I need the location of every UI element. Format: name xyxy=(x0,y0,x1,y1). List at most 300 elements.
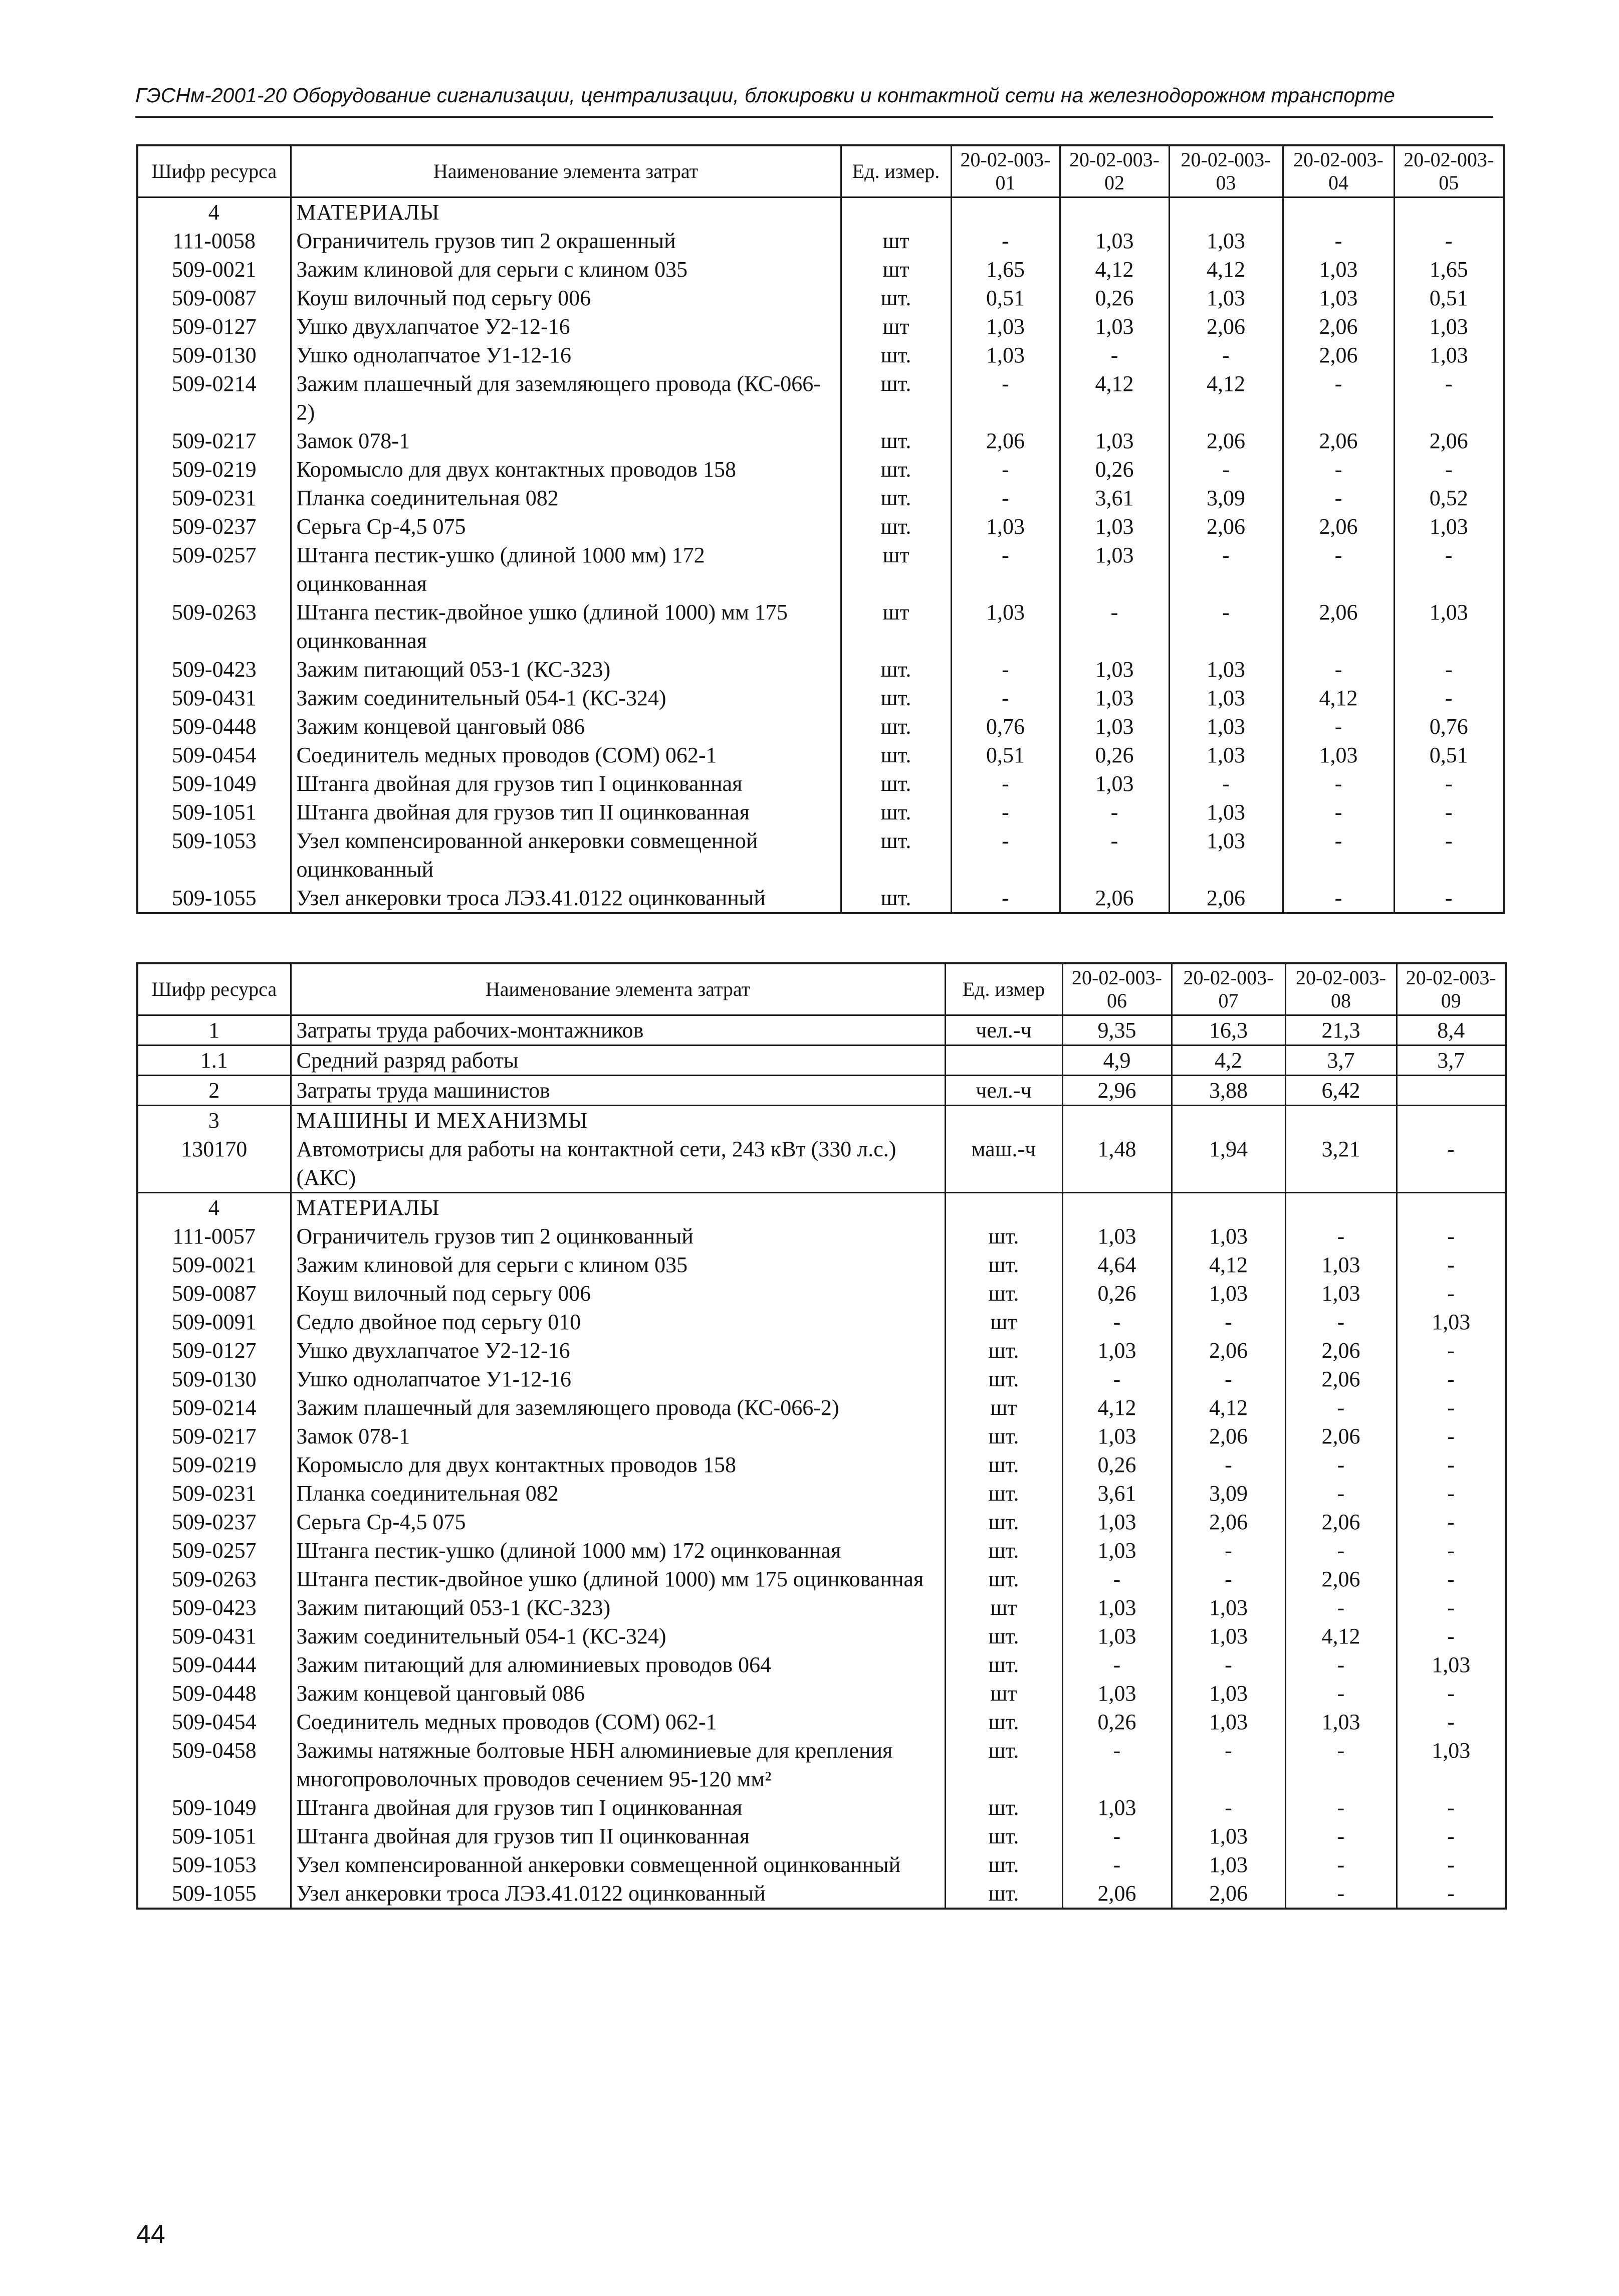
unit: шт. xyxy=(945,1565,1062,1593)
norm-value: - xyxy=(1283,655,1394,684)
resource-code: 509-0257 xyxy=(137,1536,291,1565)
table-row xyxy=(137,1593,1506,1622)
norm-value: 1,03 xyxy=(1285,1279,1397,1308)
norm-value: - xyxy=(1397,1622,1506,1650)
cost-element-name: Узел компенсированной анкеровки совмещенной оцинкованный xyxy=(291,826,841,884)
table-row xyxy=(137,1479,1506,1508)
norm-value: - xyxy=(1169,455,1283,484)
cost-element-name: Замок 078-1 xyxy=(291,1422,945,1450)
norm-value: 2,96 xyxy=(1062,1076,1172,1106)
norm-value: 0,76 xyxy=(951,712,1060,741)
cost-element-name: Штанга двойная для грузов тип II оцинкованная xyxy=(291,798,841,826)
table-row xyxy=(137,541,1504,598)
norm-value: 0,51 xyxy=(1394,741,1504,769)
cost-element-name: Зажим плашечный для заземляющего провода (КС-066-2) xyxy=(291,369,841,427)
unit: шт xyxy=(945,1393,1062,1422)
norm-value: 2,06 xyxy=(1285,1422,1397,1450)
norm-value: - xyxy=(951,684,1060,712)
norm-value: 2,06 xyxy=(1394,427,1504,455)
resource-code: 509-1049 xyxy=(137,769,291,798)
norm-value: - xyxy=(1397,1536,1506,1565)
cost-element-name: Штанга пестик-ушко (длиной 1000 мм) 172 оцинкованная xyxy=(291,1536,945,1565)
norm-value: - xyxy=(1062,1308,1172,1336)
col-header-name: Наименование элемента затрат xyxy=(291,963,945,1015)
norm-value: - xyxy=(1394,369,1504,427)
norm-value: - xyxy=(1060,798,1169,826)
norm-value: 2,06 xyxy=(1283,312,1394,341)
resource-code: 509-0217 xyxy=(137,427,291,455)
norm-value: 0,26 xyxy=(1060,741,1169,769)
norm-value: 1,03 xyxy=(1062,1336,1172,1365)
norm-value: 1,03 xyxy=(1060,684,1169,712)
cost-element-name: Штанга двойная для грузов тип I оцинкованная xyxy=(291,769,841,798)
norm-value: - xyxy=(1172,1565,1285,1593)
resource-code: 509-0431 xyxy=(137,1622,291,1650)
norm-value: - xyxy=(1062,1565,1172,1593)
resource-code: 509-0237 xyxy=(137,512,291,541)
norm-value: - xyxy=(1283,884,1394,913)
norm-value: 1,03 xyxy=(951,512,1060,541)
norm-value: 1,03 xyxy=(1172,1222,1285,1250)
resource-code: 509-0231 xyxy=(137,484,291,512)
col-header-code: Шифр ресурса xyxy=(137,145,291,197)
cost-element-name: Планка соединительная 082 xyxy=(291,484,841,512)
norm-value: 1,03 xyxy=(1172,1279,1285,1308)
cost-element-name: Затраты труда машинистов xyxy=(291,1076,945,1106)
resource-code: 130170 xyxy=(137,1135,291,1193)
table-row xyxy=(137,1222,1506,1250)
resource-code: 509-0454 xyxy=(137,1708,291,1736)
cost-element-name: Ушко двухлапчатое У2-12-16 xyxy=(291,312,841,341)
norm-value: 3,09 xyxy=(1169,484,1283,512)
resource-code: 509-0454 xyxy=(137,741,291,769)
norm-value: - xyxy=(1285,1822,1397,1850)
norm-value: - xyxy=(1172,1650,1285,1679)
table-row xyxy=(137,741,1504,769)
col-header-norm: 20-02-003-08 xyxy=(1285,963,1397,1015)
norm-value: 1,03 xyxy=(1169,712,1283,741)
norm-value: - xyxy=(1172,1365,1285,1393)
unit: шт. xyxy=(945,1250,1062,1279)
norm-value: - xyxy=(1394,826,1504,884)
table-row xyxy=(137,369,1504,427)
unit: шт. xyxy=(945,1336,1062,1365)
norm-value: 1,03 xyxy=(1172,1850,1285,1879)
table-row xyxy=(137,1508,1506,1536)
cost-element-name: Зажим соединительный 054-1 (КС-324) xyxy=(291,684,841,712)
norm-value: 4,9 xyxy=(1062,1046,1172,1076)
table-row xyxy=(137,1793,1506,1822)
norm-value: 2,06 xyxy=(1169,427,1283,455)
norm-value: 1,03 xyxy=(1394,598,1504,655)
unit: шт. xyxy=(841,826,951,884)
empty-cell xyxy=(1172,1106,1285,1135)
norm-value: - xyxy=(1172,1793,1285,1822)
norm-value: - xyxy=(1397,1850,1506,1879)
unit: шт xyxy=(945,1308,1062,1336)
empty-cell xyxy=(1062,1193,1172,1222)
unit: шт. xyxy=(841,427,951,455)
cost-element-name: Штанга двойная для грузов тип I оцинкованная xyxy=(291,1793,945,1822)
empty-cell xyxy=(841,197,951,227)
resource-code: 111-0058 xyxy=(137,227,291,255)
norm-value: - xyxy=(1283,798,1394,826)
norm-value: 1,03 xyxy=(1283,741,1394,769)
table-row xyxy=(137,1450,1506,1479)
cost-element-name: Зажим концевой цанговый 086 xyxy=(291,712,841,741)
cost-element-name: Зажим клиновой для серьги с клином 035 xyxy=(291,255,841,284)
norm-value: 1,03 xyxy=(1285,1708,1397,1736)
unit: шт. xyxy=(841,284,951,312)
cost-element-name: Соединитель медных проводов (СОМ) 062-1 xyxy=(291,1708,945,1736)
norm-value: - xyxy=(951,227,1060,255)
table-row xyxy=(137,227,1504,255)
cost-element-name: Седло двойное под серьгу 010 xyxy=(291,1308,945,1336)
norm-value: 1,03 xyxy=(1062,1536,1172,1565)
norm-value: 1,03 xyxy=(1394,312,1504,341)
table-row xyxy=(137,1879,1506,1909)
unit: шт. xyxy=(841,484,951,512)
table-row xyxy=(137,512,1504,541)
norm-value: 0,26 xyxy=(1060,455,1169,484)
resource-code: 509-0263 xyxy=(137,598,291,655)
col-header-norm: 20-02-003-07 xyxy=(1172,963,1285,1015)
norm-value: - xyxy=(1060,826,1169,884)
norm-value: - xyxy=(1283,769,1394,798)
cost-element-name: Коуш вилочный под серьгу 006 xyxy=(291,1279,945,1308)
norm-value: - xyxy=(951,541,1060,598)
unit: шт. xyxy=(841,341,951,369)
table-2-header-row xyxy=(137,963,1506,1015)
resource-code: 509-1049 xyxy=(137,1793,291,1822)
norm-value: - xyxy=(1397,1250,1506,1279)
empty-cell xyxy=(1169,197,1283,227)
cost-element-name: Ушко двухлапчатое У2-12-16 xyxy=(291,1336,945,1365)
norm-value: - xyxy=(951,655,1060,684)
table-row xyxy=(137,1135,1506,1193)
resource-code: 111-0057 xyxy=(137,1222,291,1250)
norm-value: 2,06 xyxy=(1060,884,1169,913)
resource-code: 509-0219 xyxy=(137,455,291,484)
norm-value: 0,26 xyxy=(1062,1708,1172,1736)
norm-value: - xyxy=(1169,598,1283,655)
norm-value: 3,61 xyxy=(1060,484,1169,512)
norm-value: - xyxy=(1394,769,1504,798)
norm-value: - xyxy=(1285,1736,1397,1793)
norm-value: - xyxy=(1397,1879,1506,1909)
norm-value: - xyxy=(1285,1593,1397,1622)
col-header-norm: 20-02-003-06 xyxy=(1062,963,1172,1015)
cost-element-name: Зажим клиновой для серьги с клином 035 xyxy=(291,1250,945,1279)
norm-value: - xyxy=(1172,1450,1285,1479)
norm-value: - xyxy=(1169,341,1283,369)
norm-value: - xyxy=(1285,1879,1397,1909)
cost-element-name: Штанга двойная для грузов тип II оцинкованная xyxy=(291,1822,945,1850)
norm-value: 1,03 xyxy=(1172,1622,1285,1650)
norm-value: 1,03 xyxy=(1172,1679,1285,1708)
norm-value: - xyxy=(1394,227,1504,255)
norm-value: 0,51 xyxy=(951,741,1060,769)
resource-code: 509-0448 xyxy=(137,712,291,741)
norm-value: 4,12 xyxy=(1169,369,1283,427)
norm-value: 1,03 xyxy=(1062,1508,1172,1536)
norm-value: 1,03 xyxy=(1169,227,1283,255)
norm-value: 1,03 xyxy=(1062,1793,1172,1822)
norm-value: - xyxy=(1285,1536,1397,1565)
unit: шт. xyxy=(841,684,951,712)
cost-element-name: Планка соединительная 082 xyxy=(291,1479,945,1508)
table-row xyxy=(137,484,1504,512)
cost-element-name: Зажим соединительный 054-1 (КС-324) xyxy=(291,1622,945,1650)
norm-value: 2,06 xyxy=(1285,1365,1397,1393)
resource-code: 509-0263 xyxy=(137,1565,291,1593)
norm-value: 0,26 xyxy=(1062,1279,1172,1308)
resource-code: 509-0219 xyxy=(137,1450,291,1479)
unit: чел.-ч xyxy=(945,1015,1062,1046)
norm-value: 3,21 xyxy=(1285,1135,1397,1193)
norm-value: 0,26 xyxy=(1060,284,1169,312)
table-row xyxy=(137,1422,1506,1450)
norm-value: 0,76 xyxy=(1394,712,1504,741)
col-header-norm: 20-02-003-03 xyxy=(1169,145,1283,197)
cost-element-name: Автомотрисы для работы на контактной сети, 243 кВт (330 л.с.) (АКС) xyxy=(291,1135,945,1193)
resource-code: 509-0214 xyxy=(137,1393,291,1422)
norm-value: 3,7 xyxy=(1285,1046,1397,1076)
norm-value: 2,06 xyxy=(1169,884,1283,913)
norm-value: - xyxy=(1397,1793,1506,1822)
norm-value: 0,51 xyxy=(951,284,1060,312)
norm-value: 1,65 xyxy=(1394,255,1504,284)
cost-element-name: Штанга пестик-ушко (длиной 1000 мм) 172 оцинкованная xyxy=(291,541,841,598)
section-row xyxy=(137,1193,1506,1222)
norm-value: - xyxy=(1397,1135,1506,1193)
norm-value: 1,94 xyxy=(1172,1135,1285,1193)
empty-cell xyxy=(1060,197,1169,227)
resource-code: 509-0091 xyxy=(137,1308,291,1336)
cost-element-name: Серьга Ср-4,5 075 xyxy=(291,512,841,541)
resource-code: 509-0217 xyxy=(137,1422,291,1450)
col-header-unit: Ед. измер xyxy=(945,963,1062,1015)
norm-value: 2,06 xyxy=(1283,427,1394,455)
unit: шт. xyxy=(945,1736,1062,1793)
norm-value: 2,06 xyxy=(1283,598,1394,655)
norm-value: - xyxy=(951,369,1060,427)
norm-value: 1,03 xyxy=(1397,1308,1506,1336)
norm-value: 4,64 xyxy=(1062,1250,1172,1279)
norm-value: - xyxy=(951,455,1060,484)
table-row xyxy=(137,1622,1506,1650)
unit: шт. xyxy=(841,769,951,798)
table-row xyxy=(137,712,1504,741)
norm-value: 2,06 xyxy=(1283,512,1394,541)
unit: чел.-ч xyxy=(945,1076,1062,1106)
norm-value: 4,12 xyxy=(1172,1393,1285,1422)
cost-element-name: Ограничитель грузов тип 2 оцинкованный xyxy=(291,1222,945,1250)
norm-value: 1,03 xyxy=(1169,655,1283,684)
norm-value: 1,03 xyxy=(1172,1822,1285,1850)
norm-value: 1,03 xyxy=(1060,427,1169,455)
unit: шт. xyxy=(841,655,951,684)
empty-cell xyxy=(1172,1193,1285,1222)
norm-value: - xyxy=(1172,1536,1285,1565)
norm-value: 1,03 xyxy=(1062,1222,1172,1250)
empty-cell xyxy=(951,197,1060,227)
table-row xyxy=(137,427,1504,455)
norm-value: 2,06 xyxy=(1285,1336,1397,1365)
norm-value: 4,12 xyxy=(1285,1622,1397,1650)
resource-code: 509-0021 xyxy=(137,1250,291,1279)
norm-value: 3,88 xyxy=(1172,1076,1285,1106)
norm-value: 1,03 xyxy=(1062,1679,1172,1708)
table-row xyxy=(137,884,1504,913)
norm-value: - xyxy=(1397,1822,1506,1850)
norm-value: 1,03 xyxy=(1169,284,1283,312)
table-row xyxy=(137,1308,1506,1336)
unit: шт. xyxy=(841,884,951,913)
resource-code: 509-0448 xyxy=(137,1679,291,1708)
unit: шт xyxy=(841,255,951,284)
norm-value: 2,06 xyxy=(1172,1508,1285,1536)
norm-value: - xyxy=(1283,712,1394,741)
cost-element-name: Зажим питающий 053-1 (КС-323) xyxy=(291,655,841,684)
norm-value: - xyxy=(1394,541,1504,598)
norm-value: 1,03 xyxy=(1285,1250,1397,1279)
norm-value: 2,06 xyxy=(1169,312,1283,341)
norm-value: - xyxy=(1397,1450,1506,1479)
section-title: МАТЕРИАЛЫ xyxy=(291,197,841,227)
table-row xyxy=(137,684,1504,712)
norm-value: 1,03 xyxy=(1283,284,1394,312)
norm-value: 1,03 xyxy=(1397,1736,1506,1793)
resource-table-1 xyxy=(136,144,1505,914)
unit: шт xyxy=(841,541,951,598)
norm-value: 2,06 xyxy=(1285,1508,1397,1536)
norm-value: 1,03 xyxy=(1062,1622,1172,1650)
page-header: ГЭСНм-2001-20 Оборудование сигнализации, централизации, блокировки и контактной сети на железнодорожном транспорте xyxy=(135,84,1395,107)
unit: шт. xyxy=(945,1508,1062,1536)
norm-value: - xyxy=(951,798,1060,826)
empty-cell xyxy=(1285,1193,1397,1222)
cost-element-name: Коуш вилочный под серьгу 006 xyxy=(291,284,841,312)
resource-code: 509-0130 xyxy=(137,341,291,369)
cost-element-name: Серьга Ср-4,5 075 xyxy=(291,1508,945,1536)
norm-value: 1,03 xyxy=(1169,798,1283,826)
table-row xyxy=(137,1822,1506,1850)
norm-value: 1,03 xyxy=(1060,769,1169,798)
unit: шт. xyxy=(945,1422,1062,1450)
empty-cell xyxy=(945,1106,1062,1135)
norm-value: - xyxy=(1283,826,1394,884)
norm-value: - xyxy=(1285,1222,1397,1250)
cost-element-name: Коромысло для двух контактных проводов 158 xyxy=(291,455,841,484)
norm-value: - xyxy=(1285,1679,1397,1708)
norm-value: - xyxy=(1283,227,1394,255)
resource-code: 509-0130 xyxy=(137,1365,291,1393)
page-number: 44 xyxy=(136,2220,165,2249)
unit: шт. xyxy=(945,1822,1062,1850)
norm-value: - xyxy=(1285,1393,1397,1422)
norm-value: - xyxy=(1397,1393,1506,1422)
unit: шт xyxy=(841,598,951,655)
resource-code: 509-0444 xyxy=(137,1650,291,1679)
unit: маш.-ч xyxy=(945,1135,1062,1193)
norm-value: - xyxy=(1285,1650,1397,1679)
cost-element-name: Затраты труда рабочих-монтажников xyxy=(291,1015,945,1046)
header-rule xyxy=(135,116,1493,118)
col-header-norm: 20-02-003-05 xyxy=(1394,145,1504,197)
col-header-code: Шифр ресурса xyxy=(137,963,291,1015)
resource-code: 509-0431 xyxy=(137,684,291,712)
unit: шт. xyxy=(841,369,951,427)
norm-value: - xyxy=(1397,1679,1506,1708)
norm-value: - xyxy=(1285,1850,1397,1879)
norm-value: - xyxy=(1060,598,1169,655)
norm-value: - xyxy=(1283,484,1394,512)
norm-value: 1,48 xyxy=(1062,1135,1172,1193)
table-1-header-row xyxy=(137,145,1504,197)
norm-value: 4,12 xyxy=(1062,1393,1172,1422)
norm-value: 2,06 xyxy=(1172,1422,1285,1450)
unit: шт. xyxy=(945,1650,1062,1679)
norm-value: 0,26 xyxy=(1062,1450,1172,1479)
cost-element-name: Коромысло для двух контактных проводов 158 xyxy=(291,1450,945,1479)
norm-value: - xyxy=(1062,1850,1172,1879)
norm-value: - xyxy=(1397,1365,1506,1393)
unit: шт. xyxy=(945,1708,1062,1736)
cost-element-name: Ушко однолапчатое У1-12-16 xyxy=(291,341,841,369)
norm-value: 1,03 xyxy=(951,312,1060,341)
cost-element-name: Зажим питающий 053-1 (КС-323) xyxy=(291,1593,945,1622)
norm-value: 2,06 xyxy=(1169,512,1283,541)
norm-value: 4,2 xyxy=(1172,1046,1285,1076)
norm-value: - xyxy=(951,884,1060,913)
resource-code: 1 xyxy=(137,1015,291,1046)
resource-code: 509-1053 xyxy=(137,826,291,884)
unit: шт xyxy=(841,227,951,255)
unit: шт. xyxy=(945,1450,1062,1479)
norm-value: 1,03 xyxy=(1394,341,1504,369)
resource-code: 509-0087 xyxy=(137,284,291,312)
norm-value: - xyxy=(1394,455,1504,484)
section-number: 4 xyxy=(137,197,291,227)
norm-value: 1,03 xyxy=(1283,255,1394,284)
unit: шт. xyxy=(841,741,951,769)
unit: шт. xyxy=(841,712,951,741)
norm-value: 21,3 xyxy=(1285,1015,1397,1046)
table-row xyxy=(137,455,1504,484)
resource-code: 509-0087 xyxy=(137,1279,291,1308)
unit: шт xyxy=(841,312,951,341)
norm-value: 1,03 xyxy=(1172,1593,1285,1622)
norm-value: - xyxy=(1285,1450,1397,1479)
unit: шт. xyxy=(841,512,951,541)
norm-value: - xyxy=(1060,341,1169,369)
unit: шт. xyxy=(945,1879,1062,1909)
resource-code: 509-0458 xyxy=(137,1736,291,1793)
norm-value: 8,4 xyxy=(1397,1015,1506,1046)
table-row xyxy=(137,598,1504,655)
norm-value: 3,09 xyxy=(1172,1479,1285,1508)
table-row xyxy=(137,255,1504,284)
unit: шт. xyxy=(945,1479,1062,1508)
resource-code: 509-1051 xyxy=(137,798,291,826)
norm-value: 2,06 xyxy=(1283,341,1394,369)
norm-value: - xyxy=(1062,1650,1172,1679)
norm-value: - xyxy=(951,826,1060,884)
table-row xyxy=(137,1850,1506,1879)
norm-value: 4,12 xyxy=(1060,255,1169,284)
empty-cell xyxy=(1397,1193,1506,1222)
